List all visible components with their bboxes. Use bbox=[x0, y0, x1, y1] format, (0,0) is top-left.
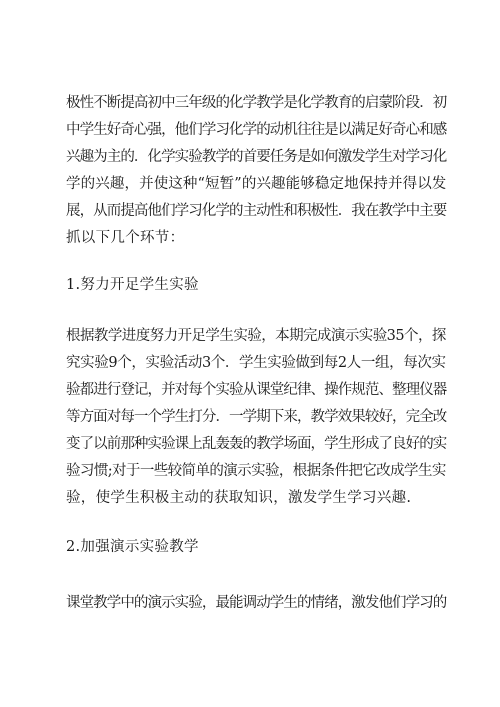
text-line: 验习惯;对于一些较简单的演示实验，根据条件把它改成学生实 bbox=[66, 463, 446, 479]
heading-text: 2.加强演示实验教学 bbox=[66, 539, 199, 555]
text-line: 验，使学生积极主动的获取知识，激发学生学习兴趣. bbox=[66, 490, 412, 506]
text-line: 验都进行登记，并对每个实验从课堂纪律、操作规范、整理仪器 bbox=[66, 382, 447, 398]
section-heading-2 bbox=[66, 534, 446, 561]
text-line: 兴趣为主的．化学实验教学的首要任务是如何激发学生对学习化 bbox=[66, 149, 447, 165]
text-line: 等方面对每一个学生打分．一学期下来，教学效果较好，完全改 bbox=[66, 409, 447, 425]
heading-text: 1.努力开足学生实验 bbox=[66, 277, 199, 293]
text-line: 展，从而提高他们学习化学的主动性和积极性．我在教学中主要 bbox=[66, 203, 447, 219]
section-heading-1 bbox=[66, 272, 446, 299]
text-line: 抓以下几个环节： bbox=[66, 230, 185, 246]
paragraph-demonstration bbox=[66, 590, 446, 617]
paragraph-intro bbox=[66, 90, 446, 252]
text-line: 根据教学进度努力开足学生实验，本期完成演示实验35个，探 bbox=[66, 328, 446, 344]
text-line: 课堂教学中的演示实验，最能调动学生的情绪，激发他们学习的 bbox=[66, 595, 447, 611]
text-line: 学的兴趣，并使这种“短暂”的兴趣能够稳定地保持并得以发 bbox=[66, 176, 447, 192]
text-line: 极性不断提高初中三年级的化学教学是化学教育的启蒙阶段．初 bbox=[66, 95, 447, 111]
paragraph-student-experiments bbox=[66, 323, 446, 512]
text-line: 变了以前那种实验课上乱轰轰的教学场面，学生形成了良好的实 bbox=[66, 436, 447, 452]
text-line: 究实验9个，实验活动3个．学生实验做到每2人一组，每次实 bbox=[66, 355, 446, 371]
text-line: 中学生好奇心强，他们学习化学的动机往往是以满足好奇心和感 bbox=[66, 122, 447, 138]
